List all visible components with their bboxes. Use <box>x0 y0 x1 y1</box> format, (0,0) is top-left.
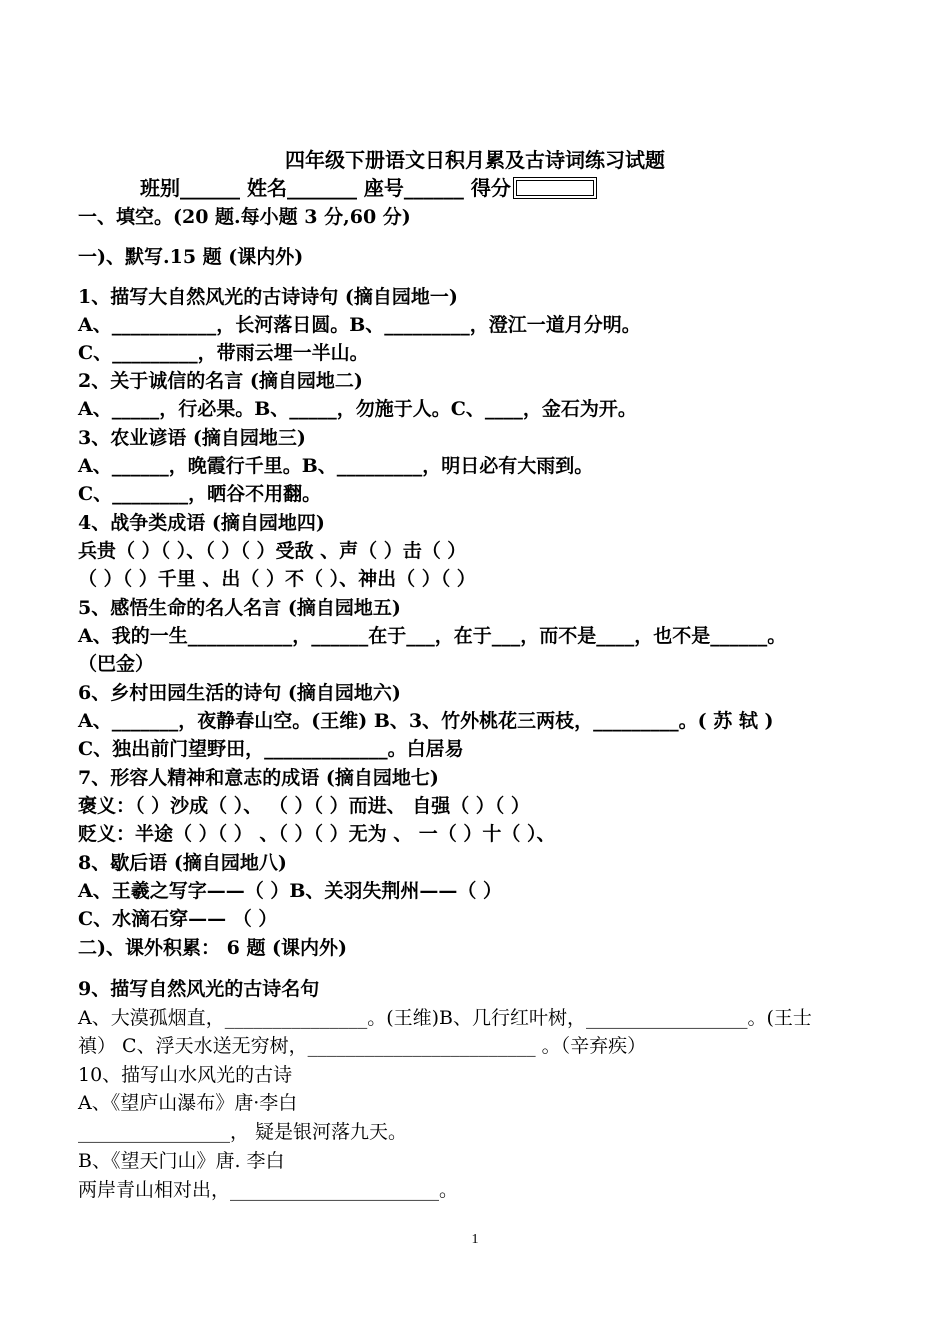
subsection-heading: 二)、课外积累： 6 题 (课内外) <box>78 937 348 959</box>
page-number: 1 <box>471 1232 479 1247</box>
question-heading: 6、乡村田园生活的诗句 (摘自园地六) <box>78 682 401 704</box>
question-line: C、_________，带雨云埋一半山。 <box>78 342 369 364</box>
score-box[interactable] <box>513 177 597 199</box>
question-line: 兵贵（ ）（ ）、（ ）（ ）受敌 、声（ ）击（ ） <box>78 540 467 562</box>
question-line: C、独出前门望野田，_____________。白居易 <box>78 738 464 760</box>
question-line: B、《望天门山》唐. 李白 <box>78 1150 285 1172</box>
subsection-heading: 一)、默写.15 题 (课内外) <box>78 246 304 268</box>
question-heading: 5、感悟生命的名人名言 (摘自园地五) <box>78 597 401 619</box>
question-line: A、大漠孤烟直，_______________。(王维)B、几行红叶树，_________________。(王士 <box>78 1007 812 1029</box>
question-line: 两岸青山相对出，______________________。 <box>78 1179 459 1201</box>
question-heading: 9、描写自然风光的古诗名句 <box>78 978 320 1000</box>
question-heading: 2、关于诚信的名言 (摘自园地二) <box>78 370 363 392</box>
question-line: （ ）（ ）千里 、出（ ）不（ ）、神出（ ）（ ） <box>78 568 476 590</box>
question-line: C、________，晒谷不用翻。 <box>78 483 322 505</box>
question-line: 贬义：半途（ ）（ ） 、（ ）（ ）无为 、 一（ ）十（ ）、 <box>78 823 556 845</box>
question-line: A、王羲之写字——（ ）B、关羽失荆州——（ ） <box>78 880 503 902</box>
question-heading: 4、战争类成语 (摘自园地四) <box>78 512 325 534</box>
question-line: 禛） C、浮天水送无穷树，________________________ 。（辛弃疾） <box>78 1035 647 1057</box>
question-line: C、水滴石穿—— （ ） <box>78 908 278 930</box>
question-line: A、《望庐山瀑布》唐·李白 <box>78 1092 298 1114</box>
section-heading: 一、填空。(20 题.每小题 3 分,60 分) <box>78 206 411 228</box>
question-heading: 7、形容人精神和意志的成语 (摘自园地七) <box>78 767 439 789</box>
student-info-fields: 班别______ 姓名_______ 座号______ 得分 <box>140 176 511 200</box>
question-line: ________________， 疑是银河落九天。 <box>78 1121 408 1143</box>
question-line: A、___________，长河落日圆。B、_________，澄江一道月分明。 <box>78 314 641 336</box>
student-info-line <box>140 174 890 202</box>
question-line: A、_____，行必果。B、_____，勿施于人。C、____，金石为开。 <box>78 398 637 420</box>
question-heading: 1、描写大自然风光的古诗诗句 (摘自园地一) <box>78 286 458 308</box>
question-line: A、______，晚霞行千里。B、_________，明日必有大雨到。 <box>78 455 594 477</box>
question-heading: 10、描写山水风光的古诗 <box>78 1064 293 1086</box>
question-line: A、_______，夜静春山空。(王维) B、3、竹外桃花三两枝，_________。( 苏 轼 ) <box>78 710 774 732</box>
question-line: A、我的一生___________，______在于___，在于___，而不是____，也不是______。 <box>78 625 787 647</box>
question-heading: 8、歇后语 (摘自园地八) <box>78 852 287 874</box>
question-line: 褒义：（ ）沙成（ ）、 （ ）（ ）而进、 自强（ ）（ ） <box>78 795 530 817</box>
page-title: 四年级下册语文日积月累及古诗词练习试题 <box>285 148 665 172</box>
question-heading: 3、农业谚语 (摘自园地三) <box>78 427 306 449</box>
question-line: （巴金） <box>78 653 155 675</box>
